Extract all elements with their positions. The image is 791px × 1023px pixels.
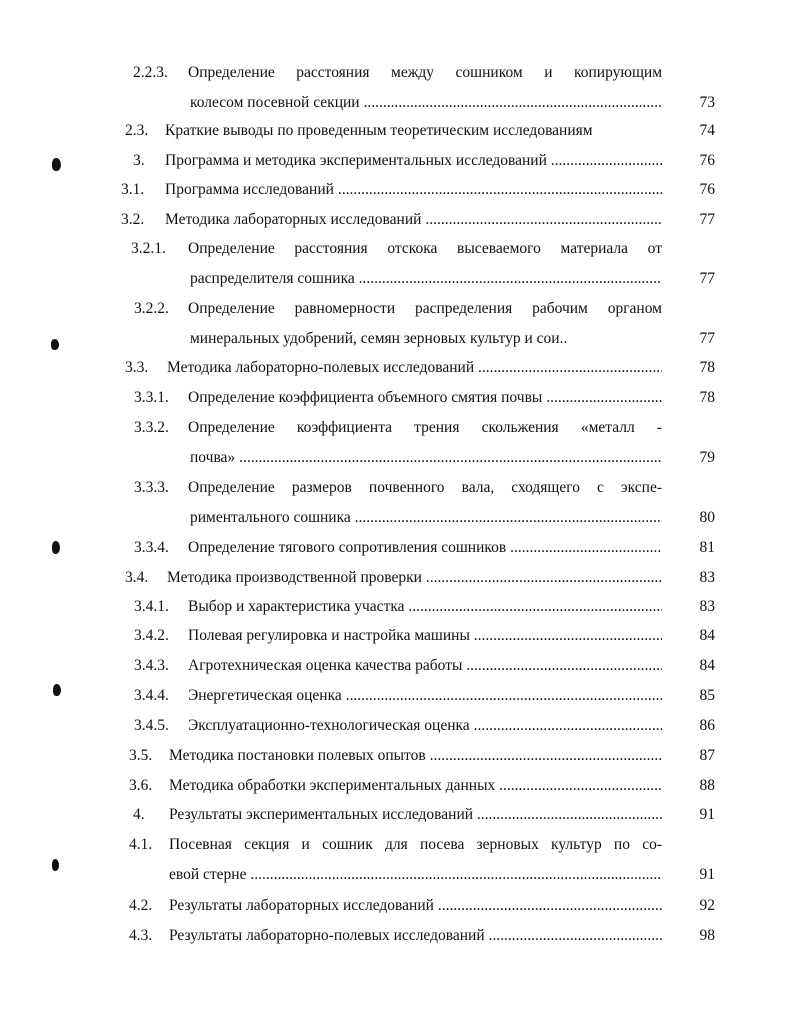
- scan-artifact: [52, 541, 60, 554]
- toc-entry-page: 73: [699, 94, 715, 111]
- toc-entry-number: 3.3.4.: [134, 539, 169, 556]
- toc-entry-page: 84: [699, 627, 715, 644]
- toc-entry-title: Методика производственной проверки .....: [167, 568, 662, 588]
- toc-entry-page: 80: [699, 509, 715, 526]
- toc-entry-page: 92: [699, 897, 715, 914]
- toc-entry-page: 83: [699, 598, 715, 615]
- toc-entry-page: 98: [699, 927, 715, 944]
- toc-entry-title: минеральных удобрений, семян зерновых культур и сои..: [190, 330, 568, 347]
- toc-entry-number: 4.1.: [129, 836, 153, 853]
- toc-entry-number: 3.4.4.: [134, 687, 169, 704]
- toc-entry-title: Методика лабораторных исследований .....: [165, 210, 662, 230]
- toc-entry-title: Эксплуатационно-технологическая оценка .....: [188, 716, 662, 736]
- scan-artifact: [51, 339, 59, 350]
- scan-artifact: [52, 859, 59, 871]
- toc-entry-number: 3.4.5.: [134, 717, 169, 734]
- toc-entry-title: евой стерне .....: [169, 865, 662, 885]
- toc-entry-title: Определение коэффициента трения скольжения «металл -: [188, 419, 662, 436]
- toc-entry-page: 81: [699, 539, 715, 556]
- toc-entry-number: 3.3.2.: [134, 419, 169, 436]
- toc-entry-title: Определение равномерности распределения рабочим органом: [188, 300, 662, 317]
- toc-entry-number: 3.2.1.: [131, 240, 166, 257]
- toc-entry-title: Методика обработки экспериментальных данных .....: [169, 776, 662, 796]
- scan-artifact: [52, 158, 61, 171]
- toc-entry-title: Посевная секция и сошник для посева зерновых культур по со-: [169, 836, 662, 853]
- toc-entry-title: Определение коэффициента объемного смятия почвы .....: [188, 388, 662, 408]
- toc-entry-page: 74: [699, 122, 715, 139]
- toc-entry-page: 77: [699, 211, 715, 228]
- toc-entry-number: 3.4.1.: [134, 598, 169, 615]
- toc-entry-number: 2.2.3.: [133, 64, 168, 81]
- toc-entry-title: Энергетическая оценка .....: [188, 686, 662, 706]
- toc-entry-number: 3.3.1.: [134, 389, 169, 406]
- toc-entry-page: 76: [699, 181, 715, 198]
- toc-entry-page: 91: [699, 866, 715, 883]
- toc-entry-number: 4.3.: [129, 927, 153, 944]
- toc-entry-number: 3.4.: [125, 569, 149, 586]
- toc-entry-number: 2.3.: [125, 122, 149, 139]
- toc-entry-page: 78: [699, 359, 715, 376]
- toc-entry-title: колесом посевной секции .....: [190, 93, 662, 113]
- toc-entry-number: 3.: [133, 152, 145, 169]
- toc-entry-title: Краткие выводы по проведенным теоретическим исследованиям: [165, 122, 593, 139]
- toc-entry-number: 3.3.: [125, 359, 149, 376]
- toc-entry-title: Результаты лабораторных исследований .....: [169, 896, 662, 916]
- toc-entry-number: 4.: [133, 806, 145, 823]
- toc-entry-number: 3.4.3.: [134, 657, 169, 674]
- toc-entry-number: 3.1.: [121, 181, 145, 198]
- toc-entry-page: 77: [699, 270, 715, 287]
- toc-entry-number: 3.2.: [121, 211, 145, 228]
- toc-entry-number: 3.4.2.: [134, 627, 169, 644]
- toc-entry-title: риментального сошника .....: [190, 508, 662, 528]
- toc-entry-number: 3.3.3.: [134, 479, 169, 496]
- toc-entry-title: Программа исследований .....: [165, 180, 662, 200]
- toc-entry-page: 85: [699, 687, 715, 704]
- toc-entry-title: Программа и методика экспериментальных исследований .....: [165, 151, 662, 171]
- toc-entry-title: Методика постановки полевых опытов .....: [169, 746, 662, 766]
- toc-entry-page: 83: [699, 569, 715, 586]
- toc-entry-title: Результаты экспериментальных исследований .....: [169, 805, 662, 825]
- toc-entry-title: Определение размеров почвенного вала, сходящего с экспе-: [188, 479, 662, 496]
- toc-entry-title: Выбор и характеристика участка .....: [188, 597, 662, 617]
- scan-artifact: [53, 684, 61, 696]
- toc-entry-number: 3.6.: [129, 777, 153, 794]
- toc-entry-title: распределителя сошника .....: [190, 269, 662, 289]
- toc-entry-page: 86: [699, 717, 715, 734]
- toc-entry-title: Определение расстояния отскока высеваемого материала от: [188, 240, 662, 257]
- toc-entry-title: Полевая регулировка и настройка машины .....: [188, 626, 662, 646]
- toc-entry-page: 87: [699, 747, 715, 764]
- toc-entry-page: 79: [699, 449, 715, 466]
- toc-entry-number: 3.5.: [129, 747, 153, 764]
- toc-entry-title: Агротехническая оценка качества работы .....: [188, 656, 662, 676]
- toc-entry-number: 3.2.2.: [134, 300, 169, 317]
- toc-entry-number: 4.2.: [129, 897, 153, 914]
- toc-entry-title: Результаты лабораторно-полевых исследований .....: [169, 926, 662, 946]
- toc-entry-page: 91: [699, 806, 715, 823]
- toc-entry-title: почва» .....: [190, 448, 662, 468]
- toc-entry-title: Определение расстояния между сошником и копирующим: [188, 64, 662, 81]
- toc-entry-title: Определение тягового сопротивления сошников .....: [188, 538, 662, 558]
- toc-entry-page: 84: [699, 657, 715, 674]
- toc-entry-page: 78: [699, 389, 715, 406]
- toc-entry-page: 76: [699, 152, 715, 169]
- toc-entry-page: 88: [699, 777, 715, 794]
- toc-entry-title: Методика лабораторно-полевых исследований .....: [167, 358, 662, 378]
- toc-entry-page: 77: [699, 330, 715, 347]
